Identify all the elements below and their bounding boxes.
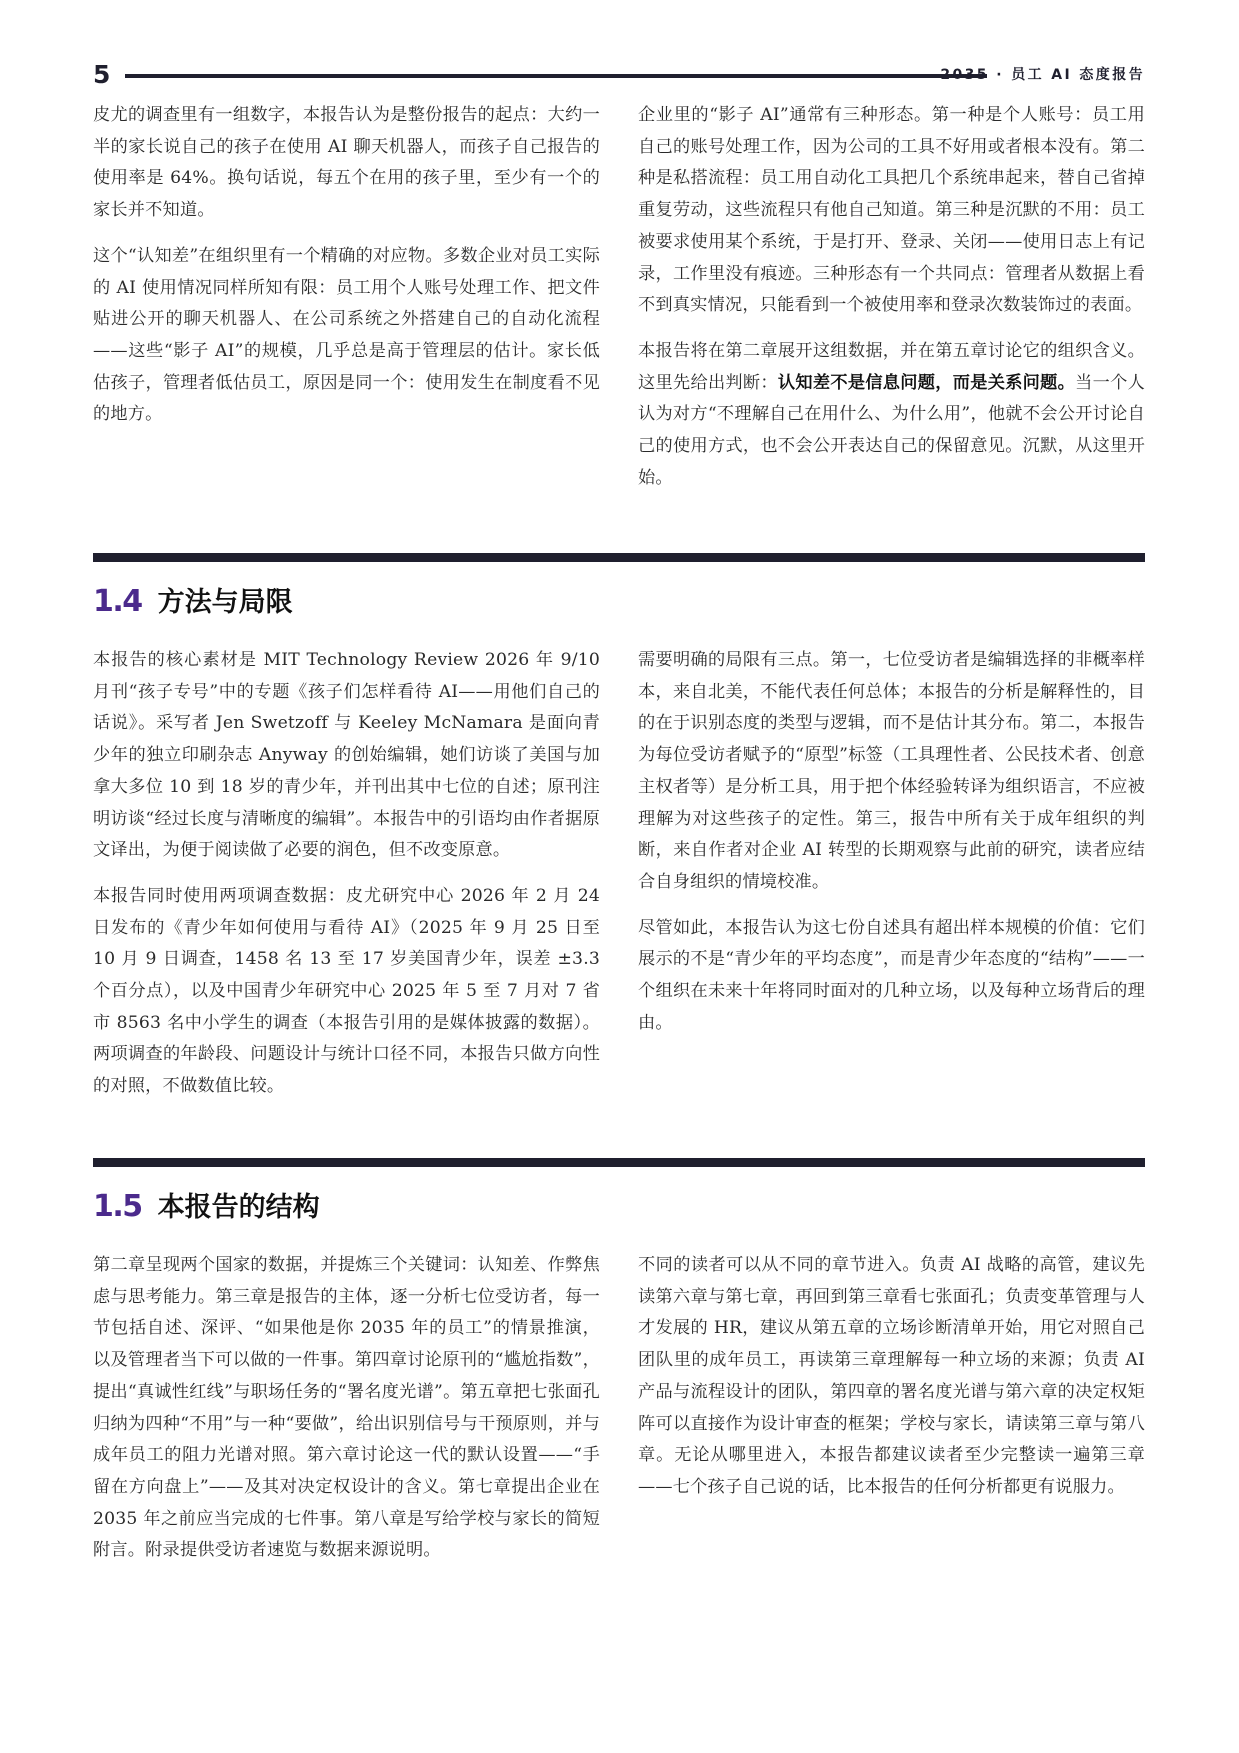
paragraph: 本报告的核心素材是 MIT Technology Review 2026 年 9/10 月刊“孩子专号”中的专题《孩子们怎样看待 AI——用他们自己的话说》。采写者 Jen Swetzoff 与 Keeley McNamara 是面向青少年的独立印刷杂志 Anyway 的创始编辑，她们访谈了美国与加拿大多位 10 到 18 岁的青少年，并刊出其中七位的自述；原刊注明访谈“经过长度与清晰度的编辑”。本报告中的引语均由作者据原文译出，为便于阅读做了必要的润色，但不改变原意。	[93, 650, 600, 861]
paragraph: 不同的读者可以从不同的章节进入。负责 AI 战略的高管，建议先读第六章与第七章，再回到第三章看七张面孔；负责变革管理与人才发展的 HR，建议从第五章的立场诊断清单开始，用它对照自己团队里的成年员工，再读第三章理解每一种立场的来源；负责 AI 产品与流程设计的团队，第四章的署名度光谱与第六章的决定权矩阵可以直接作为设计审查的框架；学校与家长，请读第三章与第八章。无论从哪里进入，本报告都建议读者至少完整读一遍第三章——七个孩子自己说的话，比本报告的任何分析都更有说服力。	[638, 1255, 1145, 1497]
paragraph-text: 本报告将在第二章展开这组数据，并在第五章讨论它的组织含义。这里先给出判断：	[638, 340, 1145, 393]
key-judgment: 认知差不是信息问题，而是关系问题。	[777, 372, 1076, 393]
section-number: 1.4	[93, 584, 142, 619]
paragraph: 尽管如此，本报告认为这七份自述具有超出样本规模的价值：它们展示的不是“青少年的平均态度”，而是青少年态度的“结构”——一个组织在未来十年将同时面对的几种立场，以及每种立场背后的理由。	[638, 917, 1145, 1033]
section-1-5-left-column	[93, 1250, 600, 1567]
paragraph-text: 当一个人认为对方“不理解自己在用什么、为什么用”，他就不会公开讨论自己的使用方式，也不会公开表达自己的保留意见。沉默，从这里开始。	[638, 372, 1145, 488]
paragraph: 本报告同时使用两项调查数据：皮尤研究中心 2026 年 2 月 24 日发布的《青少年如何使用与看待 AI》（2025 年 9 月 25 日至 10 月 9 日调查，1458 名 13 至 17 岁美国青少年，误差 ±3.3 个百分点），以及中国青少年研究中心 2025 年 5 至 7 月对 7 省市 8563 名中小学生的调查（本报告引用的是媒体披露的数据）。两项调查的年龄段、问题设计与统计口径不同，本报告只做方向性的对照，不做数值比较。	[93, 885, 600, 1097]
paragraph: 需要明确的局限有三点。第一，七位受访者是编辑选择的非概率样本，来自北美，不能代表任何总体；本报告的分析是解释性的，目的在于识别态度的类型与逻辑，而不是估计其分布。第二，本报告为每位受访者赋予的“原型”标签（工具理性者、公民技术者、创意主权者等）是分析工具，用于把个体经验转译为组织语言，不应被理解为对这些孩子的定性。第三，报告中所有关于成年组织的判断，来自作者对企业 AI 转型的长期观察与此前的研究，读者应结合自身组织的情境校准。	[638, 650, 1145, 892]
section-number: 1.5	[93, 1189, 142, 1224]
section-title: 方法与局限	[157, 587, 293, 618]
section-title: 本报告的结构	[157, 1192, 320, 1223]
page-number: 5	[93, 60, 111, 89]
paragraph: 第二章呈现两个国家的数据，并提炼三个关键词：认知差、作弊焦虑与思考能力。第三章是报告的主体，逐一分析七位受访者，每一节包括自述、深评、“如果他是你 2035 年的员工”的情景推演，以及管理者当下可以做的一件事。第四章讨论原刊的“尴尬指数”，提出“真诚性红线”与职场任务的“署名度光谱”。第五章把七张面孔归纳为四种“不用”与一种“要做”，给出识别信号与干预原则，并与成年员工的阻力光谱对照。第六章讨论这一代的默认设置——“手留在方向盘上”——及其对决定权设计的含义。第七章提出企业在 2035 年之前应当完成的七件事。第八章是写给学校与家长的简短附言。附录提供受访者速览与数据来源说明。	[93, 1255, 600, 1561]
header-rule	[125, 74, 987, 78]
section-rule	[93, 553, 1145, 562]
running-header	[93, 60, 1145, 94]
section-1-4-right-column	[638, 645, 1145, 1103]
paragraph: 皮尤的调查里有一组数字，本报告认为是整份报告的起点：大约一半的家长说自己的孩子在使用 AI 聊天机器人，而孩子自己报告的使用率是 64%。换句话说，每五个在用的孩子里，至少有一个的家长并不知道。	[93, 105, 600, 221]
section-1-4-left-column	[93, 645, 600, 1103]
section-1-5-columns	[93, 1250, 1145, 1567]
section-1-4-columns	[93, 645, 1145, 1103]
intro-columns	[93, 100, 1145, 494]
section-rule	[93, 1158, 1145, 1167]
running-title: 2035 · 员工 AI 态度报告	[940, 67, 1145, 83]
intro-left-column	[93, 100, 600, 494]
paragraph: 这个“认知差”在组织里有一个精确的对应物。多数企业对员工实际的 AI 使用情况同样所知有限：员工用个人账号处理工作、把文件贴进公开的聊天机器人、在公司系统之外搭建自己的自动化流程——这些“影子 AI”的规模，几乎总是高于管理层的估计。家长低估孩子，管理者低估员工，原因是同一个：使用发生在制度看不见的地方。	[93, 245, 600, 425]
section-1-5-right-column	[638, 1250, 1145, 1567]
paragraph	[638, 336, 1145, 495]
section-heading	[93, 1185, 320, 1229]
section-heading	[93, 580, 293, 624]
intro-right-column	[638, 100, 1145, 494]
paragraph: 企业里的“影子 AI”通常有三种形态。第一种是个人账号：员工用自己的账号处理工作，因为公司的工具不好用或者根本没有。第二种是私搭流程：员工用自动化工具把几个系统串起来，替自己省掉重复劳动，这些流程只有他自己知道。第三种是沉默的不用：员工被要求使用某个系统，于是打开、登录、关闭——使用日志上有记录，工作里没有痕迹。三种形态有一个共同点：管理者从数据上看不到真实情况，只能看到一个被使用率和登录次数装饰过的表面。	[638, 105, 1145, 316]
